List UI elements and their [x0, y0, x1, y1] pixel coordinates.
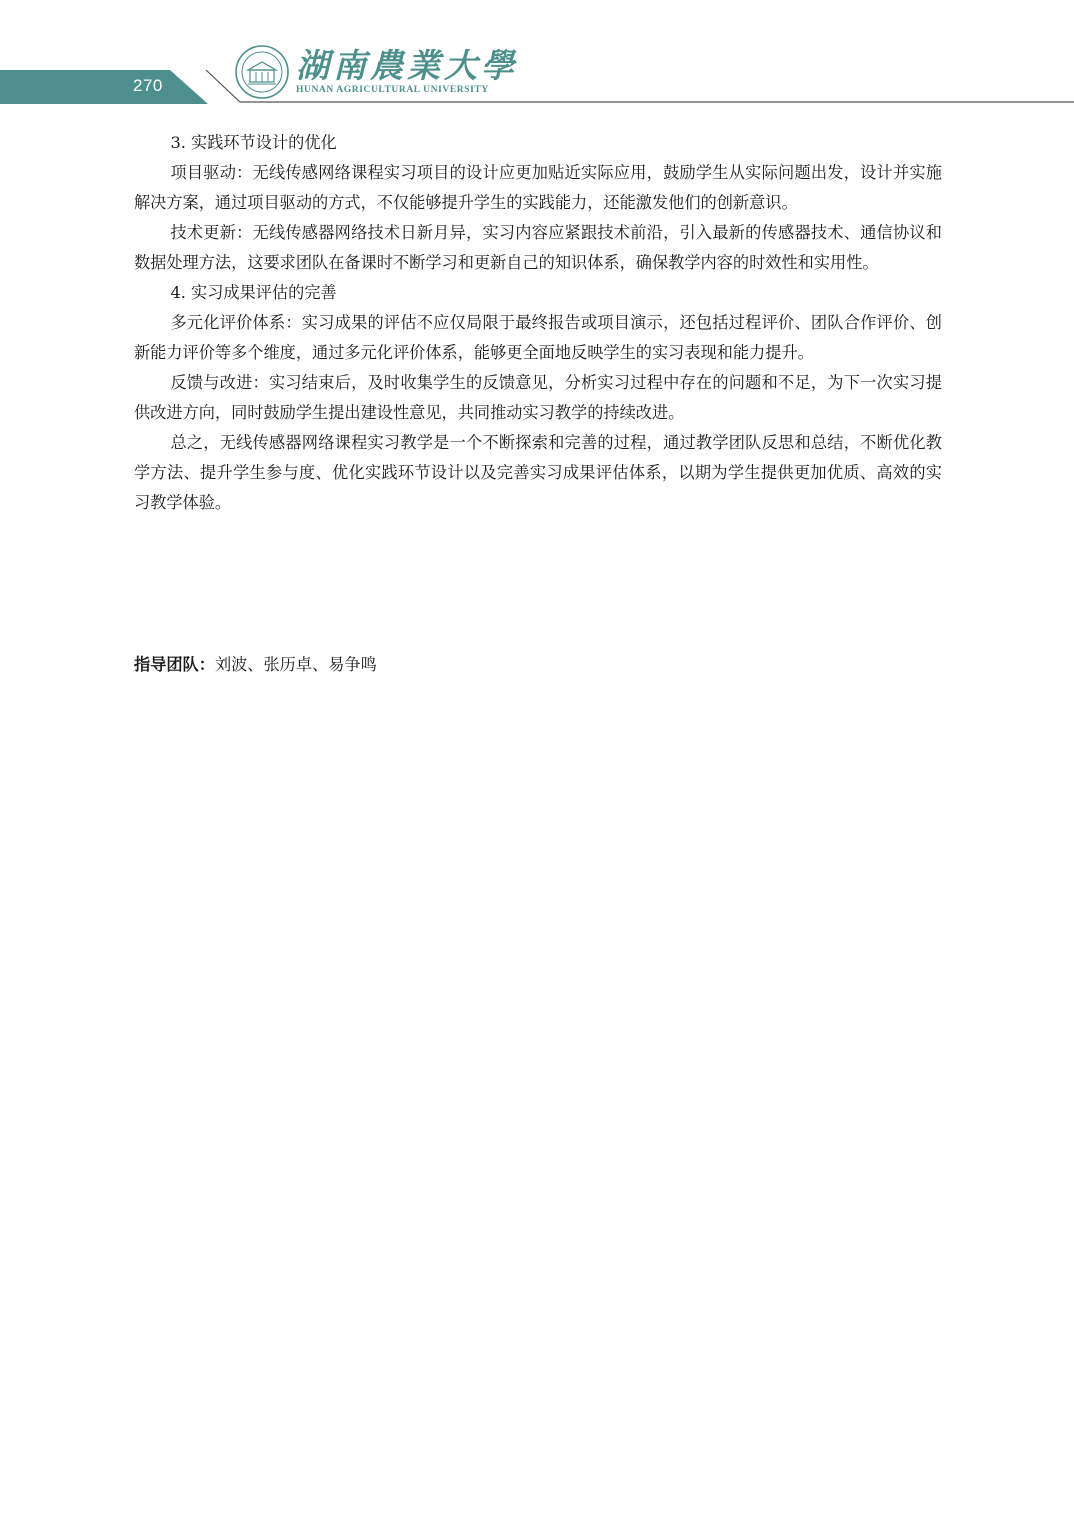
section-heading-3: 3. 实践环节设计的优化 — [170, 133, 337, 152]
page-number-tab — [0, 70, 208, 104]
section-heading-4: 4. 实习成果评估的完善 — [170, 283, 337, 302]
paragraph-evaluation-system: 多元化评价体系：实习成果的评估不应仅局限于最终报告或项目演示，还包括过程评价、团队合作评价、创新能力评价等多个维度，通过多元化评价体系，能够更全面地反映学生的实习表现和能力提升。 — [134, 313, 942, 362]
guidance-team-members: 刘波、张历卓、易争鸣 — [214, 655, 377, 674]
guidance-team — [134, 650, 377, 680]
logo-english-name: HUNAN AGRICULTURAL UNIVERSITY — [296, 85, 489, 95]
university-seal-icon — [234, 44, 290, 100]
paragraph-project-driven: 项目驱动：无线传感网络课程实习项目的设计应更加贴近实际应用，鼓励学生从实际问题出发，设计并实施解决方案，通过项目驱动的方式，不仅能够提升学生的实践能力，还能激发他们的创新意识。 — [134, 163, 942, 212]
page-header — [0, 0, 1074, 110]
paragraph-feedback: 反馈与改进：实习结束后，及时收集学生的反馈意见，分析实习过程中存在的问题和不足，为下一次实习提供改进方向，同时鼓励学生提出建设性意见，共同推动实习教学的持续改进。 — [134, 373, 942, 422]
page-number: 270 — [133, 76, 163, 95]
guidance-team-label: 指导团队： — [134, 655, 215, 674]
logo-chinese-name: 湖南農業大學 — [296, 46, 518, 85]
body-text — [134, 128, 942, 518]
paragraph-summary: 总之，无线传感器网络课程实习教学是一个不断探索和完善的过程，通过教学团队反思和总结，不断优化教学方法、提升学生参与度、优化实践环节设计以及完善实习成果评估体系，以期为学生提供更加优质、高效的实习教学体验。 — [134, 433, 942, 512]
paragraph-tech-update: 技术更新：无线传感器网络技术日新月异，实习内容应紧跟技术前沿，引入最新的传感器技术、通信协议和数据处理方法，这要求团队在备课时不断学习和更新自己的知识体系，确保教学内容的时效性和实用性。 — [134, 223, 942, 272]
